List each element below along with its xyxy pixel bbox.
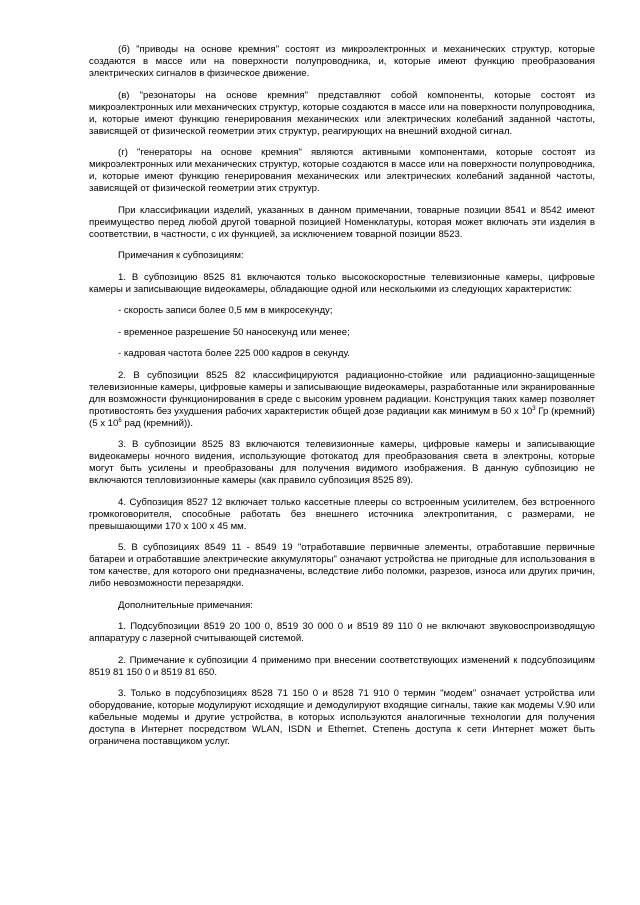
additional-notes-heading: Дополнительные примечания:: [118, 599, 253, 611]
note-2-exponent-1: 3: [532, 405, 536, 412]
note-2-exponent-2: 6: [118, 417, 122, 424]
note-2-text-end: рад (кремний)).: [121, 417, 194, 429]
note-1-bullet-frame-rate: - кадровая частота более 225 000 кадров в секунду.: [118, 348, 350, 359]
note-2-text: 2. В субпозиции 8525 82 классифицируются радиационно-стойкие или радиационно-защищенные телевизионные камеры, цифровые камеры и записывающие видеокамеры, разработанные или экранированные для возможности функционирования в среде с высоким уровнем радиации. Конструкция таких камер позволяет противостоять без ухудшения рабочих характеристик общей дозе радиации как минимум в 50 х 10: [89, 369, 595, 417]
document-page: [89, 44, 595, 758]
subheading-notes-heading: Примечания к субпозициям:: [118, 250, 244, 261]
paragraph-classification-priority: При классификации изделий, указанных в данном примечании, товарные позиции 8541 и 8542 имеют преимущество перед любой другой товарной позицией Номенклатуры, которая может включать эти изделия в соответствии, в частности, с их функцией, за исключением товарной позиции 8523.: [89, 204, 595, 240]
additional-note-1: 1. Подсубпозиции 8519 20 100 0, 8519 30 000 0 и 8519 89 110 0 не включают звуковоспроизводящую аппаратуру с лазерной считывающей системой.: [89, 621, 595, 644]
note-1-bullet-time-resolution: - временное разрешение 50 наносекунд или менее;: [118, 326, 350, 338]
subheading-note-1: 1. В субпозицию 8525 81 включаются только высокоскоростные телевизионные камеры, цифровые камеры и записывающие видеокамеры, обладающие одной или несколькими из следующих характеристик:: [89, 271, 595, 295]
additional-note-3: 3. Только в подсубпозициях 8528 71 150 0 и 8528 71 910 0 термин "модем" означает устройства или оборудование, которые модулируют исходящие и демодулируют входящие сигналы, такие как модемы V.90 или кабельные модемы и другие устройства, в которых используются аналогичные технологии для получения доступа в Интернет посредством WLAN, ISDN и Ethernet. Степень доступа к сети Интернет может быть ограничена поставщиком услуг.: [89, 688, 595, 747]
subheading-note-2: [89, 370, 595, 430]
note-1-bullet-recording-speed: - скорость записи более 0,5 мм в микросекунду;: [118, 305, 333, 316]
paragraph-g-silicon-oscillators: (г) "генераторы на основе кремния" являются активными компонентами, которые состоят из микроэлектронных или механических структур, которые создаются в массе или на поверхности полупроводника, и, которые имеют функцию генерирования механических или электрических колебаний заданной частоты, зависящей от физической геометрии этих структур.: [89, 147, 595, 194]
additional-note-2: 2. Примечание к субпозиции 4 применимо при внесении соответствующих изменений к подсубпозициям 8519 81 150 0 и 8519 81 650.: [89, 654, 595, 678]
subheading-note-5: 5. В субпозициях 8549 11 - 8549 19 "отработавшие первичные элементы, отработавшие первичные батареи и отработавшие электрические аккумуляторы" означают устройства не пригодные для использования в том качестве, для которого они предназначены, вследствие либо поломки, разрезов, износа или других причин, либо невозможности перезарядки.: [89, 542, 595, 589]
paragraph-v-silicon-resonators: (в) "резонаторы на основе кремния" представляют собой компоненты, которые состоят из микроэлектронных или механических структур, которые создаются в массе или на поверхности полупроводника, и, которые имеют функцию генерирования механических или электрических колебаний заданной частоты, зависящей от физической геометрии этих структур, реагирующих на внешний входной сигнал.: [89, 89, 595, 137]
subheading-note-4: 4. Субпозиция 8527 12 включает только кассетные плееры со встроенным усилителем, без встроенного громкоговорителя, способные работать без внешнего источника электропитания, с размерами, не превышающими 170 х 100 х 45 мм.: [89, 496, 595, 532]
note-2-text-mid: Гр (кремний) (5 х 10: [89, 405, 595, 429]
paragraph-b-silicon-actuators: (б) "приводы на основе кремния" состоят из микроэлектронных и механических структур, которые создаются в массе или на поверхности полупроводника, и, которые имеют функцию преобразования электрических сигналов в физическое движение.: [89, 44, 595, 79]
subheading-note-3: 3. В субпозиции 8525 83 включаются телевизионные камеры, цифровые камеры и записывающие видеокамеры ночного видения, использующие фотокатод для преобразования света в электроны, которые могут быть усилены и преобразованы для получения видимого изображения. В данную субпозицию не включаются тепловизионные камеры (как правило субпозиция 8525 89).: [89, 439, 595, 486]
